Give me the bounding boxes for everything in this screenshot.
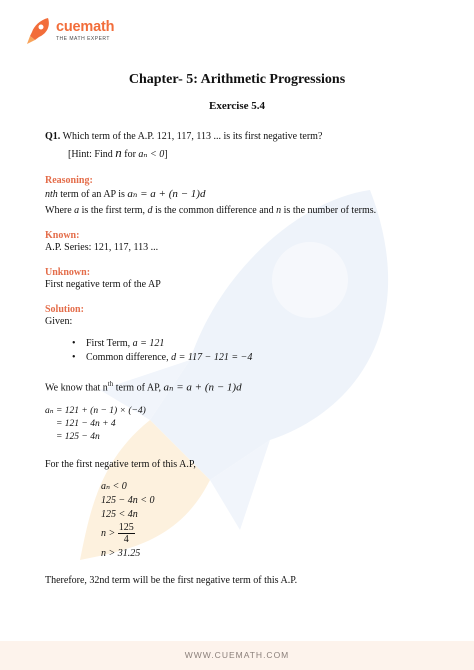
given-label: Given:	[45, 316, 73, 327]
question-number: Q1.	[45, 131, 61, 142]
hint-prefix: [Hint: Find	[68, 149, 113, 160]
question-text: Which term of the A.P. 121, 117, 113 ... is its first negative term?	[62, 131, 323, 142]
number-terms-text: is the number of terms.	[283, 205, 377, 216]
know-sup: th	[107, 380, 114, 388]
where-text: Where	[45, 205, 72, 216]
frac-prefix: n >	[101, 527, 116, 539]
bullet-math: a = 121	[132, 338, 165, 349]
unknown-text: First negative term of the AP	[45, 279, 161, 290]
reasoning-heading: Reasoning:	[45, 175, 93, 186]
bullet-math: d = 117 − 121 = −4	[171, 352, 253, 363]
footer-bar	[0, 641, 474, 670]
conclusion: Therefore, 32nd term will be the first negative term of this A.P.	[45, 575, 298, 586]
step2-line-3: 125 < 4n	[101, 509, 138, 520]
bullet-label: First Term,	[86, 338, 131, 349]
fraction-denominator: 4	[123, 534, 129, 545]
known-text: A.P. Series: 121, 117, 113 ...	[45, 242, 159, 253]
exercise-title: Exercise 5.4	[208, 100, 265, 112]
known-heading: Known:	[45, 230, 80, 241]
bullet-label: Common difference,	[86, 352, 169, 363]
var-a: a	[74, 205, 80, 216]
first-negative-text: For the first negative term of this A.P,	[45, 459, 196, 470]
fraction-numerator: 125	[118, 522, 134, 533]
hint-close: ]	[164, 149, 168, 160]
unknown-heading: Unknown:	[45, 267, 91, 278]
question-line	[45, 130, 322, 143]
solution-heading: Solution:	[45, 304, 84, 315]
hint-math: aₙ < 0	[138, 149, 165, 160]
footer-url[interactable]: WWW.CUEMATH.COM	[184, 650, 290, 660]
brand-tagline: THE MATH EXPERT	[56, 36, 110, 42]
bullet-first-term: • First Term, a = 121	[72, 338, 165, 349]
step1-line-2: = 121 − 4n + 4	[56, 419, 116, 429]
common-diff-text: is the common difference and	[154, 205, 274, 216]
step2-line-1: aₙ < 0	[101, 481, 127, 492]
step1-line-3: = 125 − 4n	[56, 432, 100, 442]
brand-name: cuemath	[56, 19, 115, 35]
nth-var: nth	[45, 189, 58, 200]
final-inequality: n > 31.25	[101, 548, 141, 559]
fraction	[118, 522, 135, 545]
step1-line-1: aₙ = 121 + (n − 1) × (−4)	[45, 406, 146, 416]
question-hint	[68, 146, 168, 161]
var-n: n	[276, 205, 282, 216]
know-text: We know that n	[45, 382, 108, 394]
bullet-common-difference: • Common difference, d = 117 − 121 = −4	[72, 352, 253, 363]
fraction-inequality	[101, 522, 135, 545]
step2-line-2: 125 − 4n < 0	[101, 495, 155, 506]
hint-n: n	[115, 145, 122, 160]
reasoning-formula: aₙ = a + (n − 1)d	[127, 188, 206, 200]
reasoning-text-1: term of an AP is	[60, 189, 125, 200]
know-formula: aₙ = a + (n − 1)d	[163, 381, 242, 394]
var-d: d	[147, 205, 153, 216]
reasoning-line-1	[45, 188, 205, 201]
know-rest: term of AP,	[115, 382, 162, 394]
nth-term-statement	[45, 378, 242, 394]
reasoning-line-2	[45, 204, 376, 217]
hint-for: for	[124, 149, 136, 160]
page-title: Chapter- 5: Arithmetic Progressions	[128, 72, 346, 87]
first-term-text: is the first term,	[81, 205, 145, 216]
